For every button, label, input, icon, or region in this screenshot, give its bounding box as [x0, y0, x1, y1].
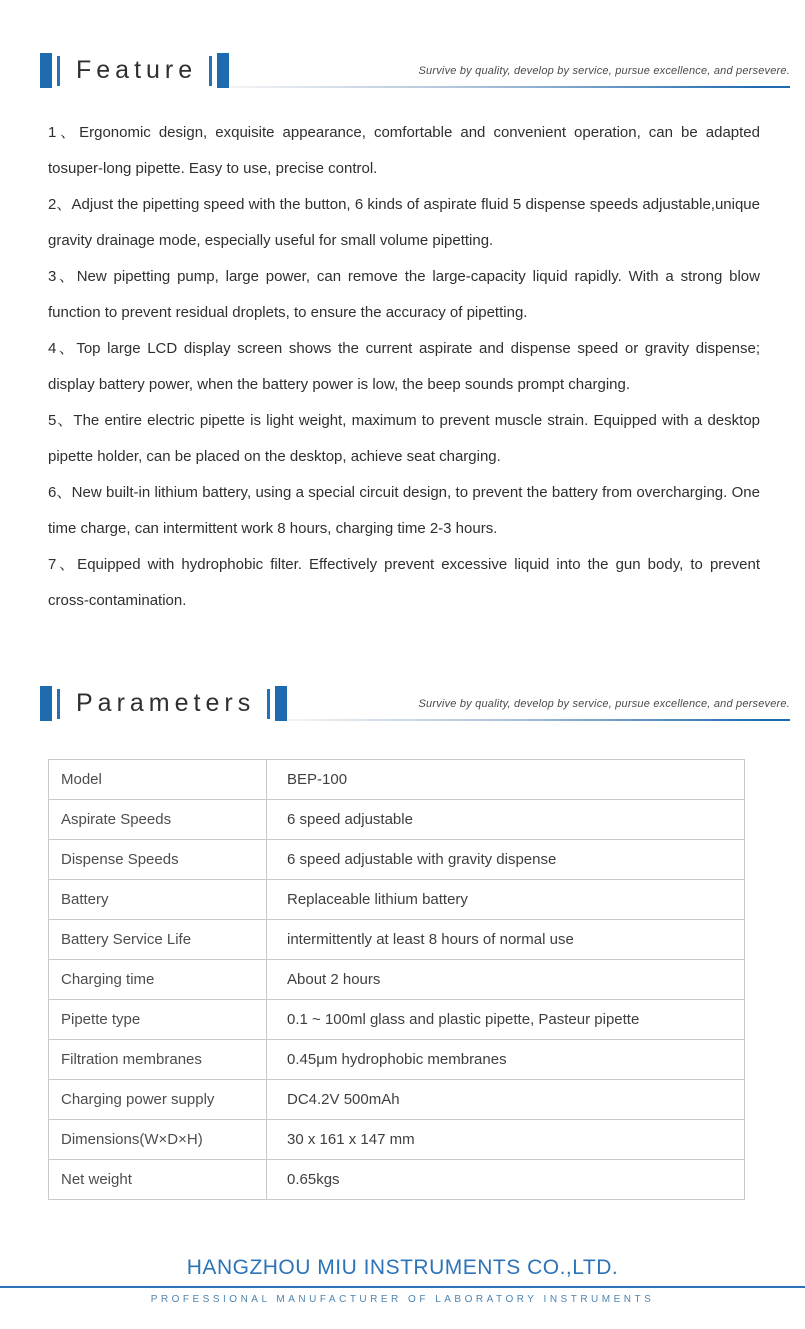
table-row — [49, 920, 745, 960]
param-label: Model — [49, 760, 267, 800]
param-value: Replaceable lithium battery — [267, 880, 745, 920]
footer — [0, 1256, 805, 1305]
param-label: Pipette type — [49, 1000, 267, 1040]
title-accent-line-icon — [57, 689, 60, 719]
param-label: Filtration membranes — [49, 1040, 267, 1080]
feature-header-right — [229, 65, 790, 88]
feature-title-block — [40, 53, 229, 88]
param-label: Dispense Speeds — [49, 840, 267, 880]
feature-section-tagline: Survive by quality, develop by service, pursue excellence, and persevere. — [418, 65, 790, 77]
feature-item: 2、Adjust the pipetting speed with the button, 6 kinds of aspirate fluid 5 dispense speeds adjustable,unique gravity drainage mode, especially useful for small volume pipetting. — [48, 196, 760, 249]
title-accent-line-icon — [57, 56, 60, 86]
feature-item: 5、The entire electric pipette is light weight, maximum to prevent muscle strain. Equipped with a desktop pipette holder, can be placed on the desktop, achieve seat charging. — [48, 412, 760, 465]
parameters-section-title: Parameters — [76, 689, 256, 717]
table-row — [49, 760, 745, 800]
table-row — [49, 1000, 745, 1040]
param-value: 0.65kgs — [267, 1160, 745, 1200]
title-accent-bar-icon — [275, 686, 287, 721]
table-row — [49, 960, 745, 1000]
company-subtitle: PROFESSIONAL MANUFACTURER OF LABORATORY INSTRUMENTS — [150, 1294, 655, 1305]
param-value: 6 speed adjustable with gravity dispense — [267, 840, 745, 880]
title-accent-bar-icon — [40, 686, 52, 721]
table-row — [49, 1160, 745, 1200]
param-label: Dimensions(W×D×H) — [49, 1120, 267, 1160]
param-value: 0.45μm hydrophobic membranes — [267, 1040, 745, 1080]
feature-item: 7、Equipped with hydrophobic filter. Effectively prevent excessive liquid into the gun body, to prevent cross-contamination. — [48, 556, 760, 609]
param-value: 6 speed adjustable — [267, 800, 745, 840]
company-name: HANGZHOU MIU INSTRUMENTS CO.,LTD. — [186, 1256, 619, 1279]
feature-list — [0, 115, 805, 619]
table-row — [49, 800, 745, 840]
feature-item: 3、New pipetting pump, large power, can remove the large-capacity liquid rapidly. With a strong blow function to prevent residual droplets, to ensure the accuracy of pipetting. — [48, 268, 760, 321]
title-accent-bar-icon — [40, 53, 52, 88]
footer-divider-line — [0, 1286, 805, 1288]
table-row — [49, 1080, 745, 1120]
parameters-header-right — [287, 698, 790, 721]
param-label: Battery — [49, 880, 267, 920]
param-value: BEP-100 — [267, 760, 745, 800]
param-label: Battery Service Life — [49, 920, 267, 960]
feature-item: 1、Ergonomic design, exquisite appearance, comfortable and convenient operation, can be adapted tosuper-long pipette. Easy to use, precise control. — [48, 124, 760, 177]
param-value: About 2 hours — [267, 960, 745, 1000]
param-value: intermittently at least 8 hours of normal use — [267, 920, 745, 960]
param-label: Charging power supply — [49, 1080, 267, 1120]
header-underline — [287, 719, 790, 721]
param-value: 30 x 161 x 147 mm — [267, 1120, 745, 1160]
param-label: Charging time — [49, 960, 267, 1000]
param-value: 0.1 ~ 100ml glass and plastic pipette, Pasteur pipette — [267, 1000, 745, 1040]
table-row — [49, 880, 745, 920]
parameters-title-block — [40, 686, 287, 721]
parameters-section-tagline: Survive by quality, develop by service, pursue excellence, and persevere. — [418, 698, 790, 710]
param-label: Net weight — [49, 1160, 267, 1200]
feature-section-title: Feature — [76, 56, 198, 84]
title-accent-bar-icon — [217, 53, 229, 88]
header-underline — [229, 86, 790, 88]
table-row — [49, 840, 745, 880]
parameters-table — [48, 759, 745, 1200]
feature-section-header — [0, 48, 805, 88]
param-label: Aspirate Speeds — [49, 800, 267, 840]
title-accent-line-icon — [209, 56, 212, 86]
feature-item: 6、New built-in lithium battery, using a special circuit design, to prevent the battery from overcharging. One time charge, can intermittent work 8 hours, charging time 2-3 hours. — [48, 484, 760, 537]
param-value: DC4.2V 500mAh — [267, 1080, 745, 1120]
table-row — [49, 1040, 745, 1080]
title-accent-line-icon — [267, 689, 270, 719]
feature-item: 4、Top large LCD display screen shows the current aspirate and dispense speed or gravity dispense; display battery power, when the battery power is low, the beep sounds prompt charging. — [48, 340, 760, 393]
table-row — [49, 1120, 745, 1160]
parameters-section-header — [0, 681, 805, 721]
